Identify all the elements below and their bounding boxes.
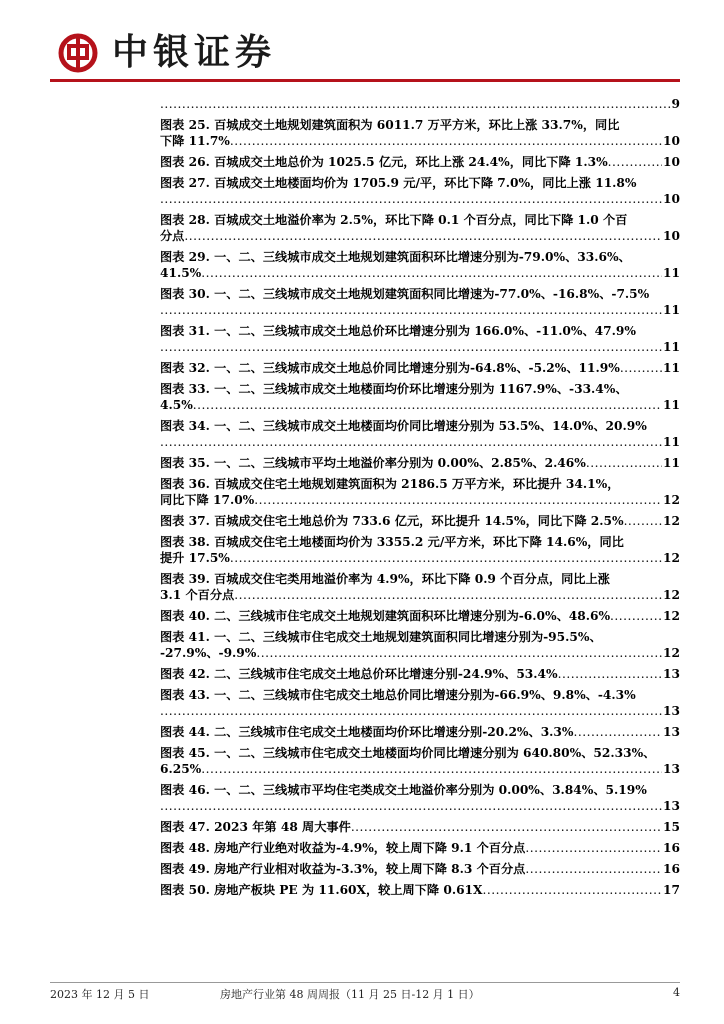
toc-entry-text: 图表 31. 一、二、三线城市成交土地总价环比增速分别为 166.0%、-11.0%、47.9% [160,324,636,338]
toc-entry-text: 3.1 个百分点 [160,588,235,602]
toc-entry[interactable] [160,249,680,281]
toc-entry-text: 图表 45. 一、二、三线城市住宅成交土地楼面均价同比增速分别为 640.80%、52.33%、 [160,746,656,760]
toc-entry-text: 分点 [160,229,185,243]
toc-entry-text: 图表 46. 一、二、三线城市平均住宅类成交土地溢价率分别为 0.00%、3.84%、5.19% [160,783,647,797]
toc-entry-text: 图表 28. 百城成交土地溢价率为 2.5%，环比下降 0.1 个百分点，同比下降 1.0 个百 [160,213,628,227]
toc-entry-text: 提升 17.5% [160,551,230,565]
dot-leader [160,302,662,318]
toc-entry-text: 图表 30. 一、二、三线城市成交土地规划建筑面积同比增速为-77.0%、-16.8%、-7.5% [160,287,650,301]
dot-leader [160,191,662,207]
toc-entry-text: 图表 26. 百城成交土地总价为 1025.5 亿元，环比上涨 24.4%，同比下降 1.3% [160,155,608,169]
toc-entry-text: 4.5% [160,398,193,412]
toc-page-number: 15 [663,820,680,834]
brand-name: 中银证券 [112,32,277,73]
toc-entry[interactable] [160,745,680,777]
toc-entry[interactable] [160,212,680,244]
header-rule [50,79,680,82]
toc-entry-text: 图表 32. 一、二、三线城市成交土地总价同比增速分别为-64.8%、-5.2%、11.9% [160,361,620,375]
toc-page-number: 13 [663,762,680,776]
toc-entry-text: 图表 25. 百城成交土地规划建筑面积为 6011.7 万平方米，环比上涨 33.7%，同比 [160,118,620,132]
toc-page-number: 11 [663,340,680,354]
toc-entry[interactable] [160,154,680,170]
dot-leader [525,861,662,877]
dot-leader [558,666,662,682]
toc-entry-text: 图表 27. 百城成交土地楼面均价为 1705.9 元/平，环比下降 7.0%，同比上涨 11.8% [160,176,637,190]
toc-page-number: 11 [663,266,680,280]
toc-entry[interactable] [160,666,680,682]
toc-entry-text: 41.5% [160,266,202,280]
toc-page-number: 13 [663,704,680,718]
toc-page-number: 12 [663,493,680,507]
dot-leader [184,228,662,244]
toc-entry[interactable] [160,323,680,355]
toc-entry[interactable] [160,608,680,624]
dot-leader [254,492,662,508]
dot-leader [525,840,662,856]
toc-entry-text: 图表 34. 一、二、三线城市成交土地楼面均价同比增速分别为 53.5%、14.0%、20.9% [160,419,647,433]
toc-page-number: 12 [663,588,680,602]
dot-leader [620,360,662,376]
toc-entry[interactable] [160,819,680,835]
toc-entry[interactable] [160,286,680,318]
toc-page-number: 10 [663,134,680,148]
toc-entry-text: 图表 47. 2023 年第 48 周大事件 [160,820,351,834]
toc-page-number: 11 [663,398,680,412]
toc-entry-text: 图表 50. 房地产板块 PE 为 11.60X，较上周下降 0.61X [160,883,483,897]
toc-entry-text: 图表 48. 房地产行业绝对收益为-4.9%，较上周下降 9.1 个百分点 [160,841,526,855]
toc-entry[interactable] [160,455,680,471]
page-header [0,0,724,80]
dot-leader [230,550,662,566]
toc-entry[interactable] [160,861,680,877]
toc-entry[interactable] [160,476,680,508]
toc-page-number: 10 [663,155,680,169]
report-title: 房地产行业第 48 周周报（11 月 25 日-12 月 1 日） [220,988,480,1001]
dot-leader [351,819,662,835]
dot-leader [256,645,662,661]
toc-entry[interactable] [160,117,680,149]
footer-rule [50,982,680,983]
toc-entry-text: 图表 41. 一、二、三线城市住宅成交土地规划建筑面积同比增速分别为-95.5%、 [160,630,602,644]
toc-entry[interactable] [160,571,680,603]
dot-leader [234,587,662,603]
toc-entry[interactable] [160,513,680,529]
toc-entry[interactable] [160,96,680,112]
toc-entry[interactable] [160,418,680,450]
dot-leader [573,724,662,740]
toc-entry-text: 图表 43. 一、二、三线城市住宅成交土地总价同比增速分别为-66.9%、9.8%、-4.3% [160,688,636,702]
toc-page-number: 12 [663,646,680,660]
toc-entry[interactable] [160,629,680,661]
toc-entry-text: 图表 40. 二、三线城市住宅成交土地规划建筑面积环比增速分别为-6.0%、48.6% [160,609,611,623]
dot-leader [160,798,662,814]
toc-entry-text: 图表 35. 一、二、三线城市平均土地溢价率分别为 0.00%、2.85%、2.46% [160,456,586,470]
dot-leader [483,882,663,898]
dot-leader [586,455,662,471]
toc-page-number: 11 [663,456,680,470]
toc-page-number: 12 [663,551,680,565]
report-date: 2023 年 12 月 5 日 [50,988,150,1001]
bank-of-china-logo-icon [58,33,98,73]
toc-entry[interactable] [160,360,680,376]
dot-leader [230,133,662,149]
page-footer [50,986,680,1002]
dot-leader [201,265,662,281]
toc-entry-text: 图表 38. 百城成交住宅土地楼面均价为 3355.2 元/平方米，环比下降 14.6%，同比 [160,535,624,549]
toc-page-number: 10 [663,192,680,206]
dot-leader [160,434,662,450]
toc-entry-text: 图表 44. 二、三线城市住宅成交土地楼面均价环比增速分别-20.2%、3.3% [160,725,574,739]
toc-page-number: 11 [663,435,680,449]
toc-page-number: 11 [663,303,680,317]
figure-list [160,96,680,903]
toc-entry-text: 图表 49. 房地产行业相对收益为-3.3%，较上周下降 8.3 个百分点 [160,862,526,876]
dot-leader [610,608,662,624]
toc-entry-text: 图表 33. 一、二、三线城市成交土地楼面均价环比增速分别为 1167.9%、-33.4%、 [160,382,628,396]
toc-page-number: 16 [663,862,680,876]
dot-leader [608,154,662,170]
toc-entry-text: 下降 11.7% [160,134,230,148]
toc-entry-text: 图表 42. 二、三线城市住宅成交土地总价环比增速分别-24.9%、53.4% [160,667,558,681]
toc-entry[interactable] [160,840,680,856]
toc-page-number: 13 [663,725,680,739]
dot-leader [624,513,662,529]
dot-leader [193,397,662,413]
toc-page-number: 13 [663,799,680,813]
toc-entry[interactable] [160,782,680,814]
toc-entry[interactable] [160,175,680,207]
toc-page-number: 16 [663,841,680,855]
toc-entry-text: 图表 39. 百城成交住宅类用地溢价率为 4.9%，环比下降 0.9 个百分点，同比上涨 [160,572,610,586]
toc-entry-text: 图表 29. 一、二、三线城市成交土地规划建筑面积环比增速分别为-79.0%、33.6%、 [160,250,631,264]
toc-page-number: 9 [671,97,680,111]
dot-leader [160,96,671,112]
toc-entry[interactable] [160,687,680,719]
toc-page-number: 12 [663,514,680,528]
toc-page-number: 11 [663,361,680,375]
toc-entry-text: 同比下降 17.0% [160,493,255,507]
toc-entry-text: 图表 37. 百城成交住宅土地总价为 733.6 亿元，环比提升 14.5%，同比下降 2.5% [160,514,624,528]
toc-entry-text: 6.25% [160,762,202,776]
page-number: 4 [673,986,680,999]
toc-entry-text: 图表 36. 百城成交住宅土地规划建筑面积为 2186.5 万平方米，环比提升 34.1%， [160,477,620,491]
toc-entry[interactable] [160,724,680,740]
toc-page-number: 17 [663,883,680,897]
toc-page-number: 12 [663,609,680,623]
toc-page-number: 13 [663,667,680,681]
toc-page-number: 10 [663,229,680,243]
toc-entry[interactable] [160,534,680,566]
dot-leader [201,761,662,777]
dot-leader [160,339,662,355]
toc-entry[interactable] [160,882,680,898]
toc-entry-text: -27.9%、-9.9% [160,646,257,660]
toc-entry[interactable] [160,381,680,413]
dot-leader [160,703,662,719]
